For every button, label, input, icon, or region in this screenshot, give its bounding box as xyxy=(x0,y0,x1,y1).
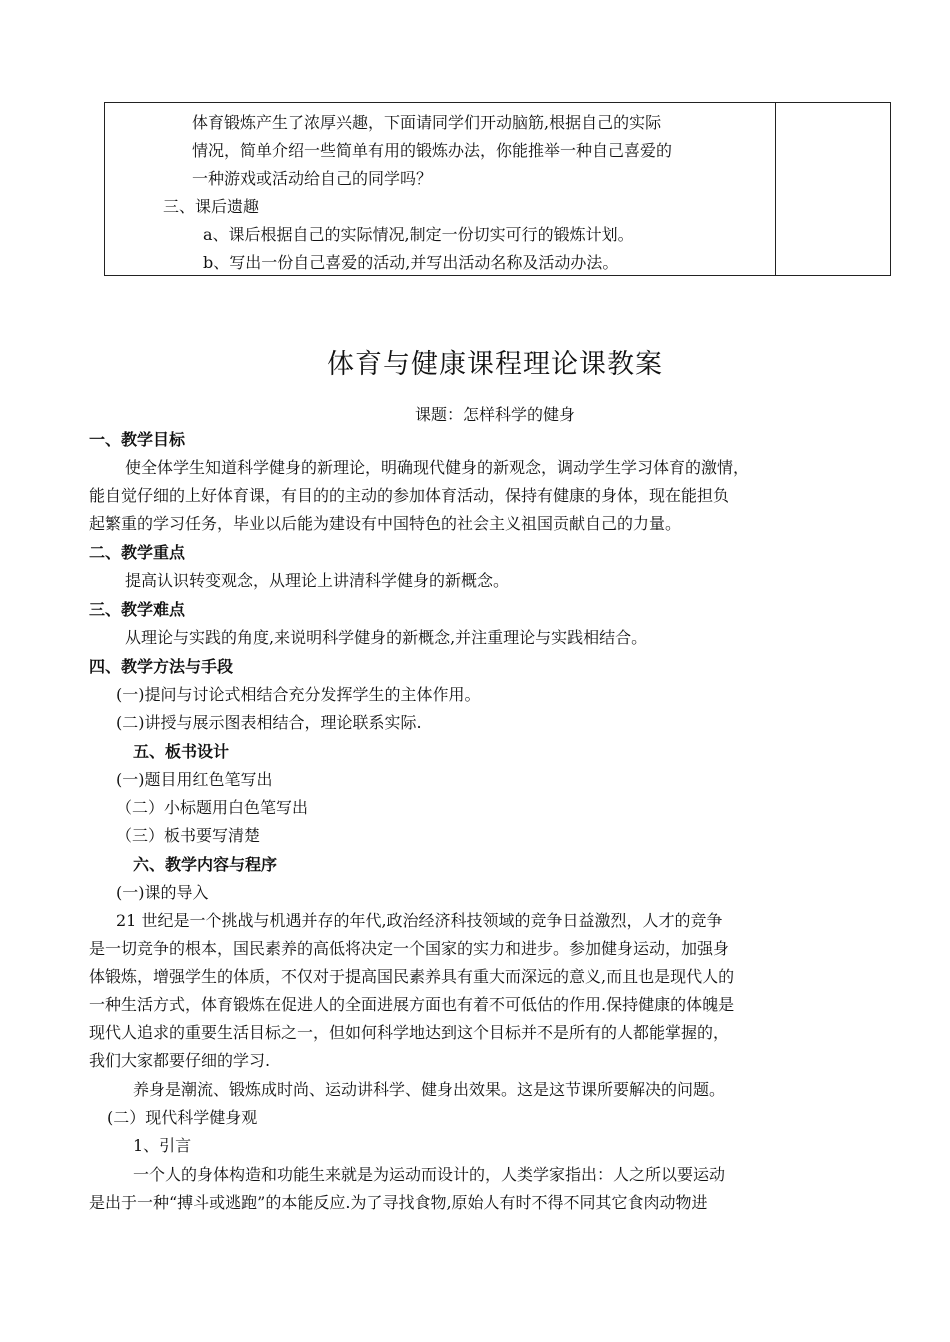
paragraph-line: 一个人的身体构造和功能生来就是为运动而设计的，人类学家指出：人之所以要运动 xyxy=(133,1165,726,1184)
list-item: （二）小标题用白色笔写出 xyxy=(116,798,309,817)
document-subtitle: 课题：怎样科学的健身 xyxy=(414,405,575,424)
list-item: （三）板书要写清楚 xyxy=(116,826,261,845)
section-heading: 五、板书设计 xyxy=(133,742,230,761)
section-heading: 三、教学难点 xyxy=(89,600,186,619)
paragraph-line: 提高认识转变观念，从理论上讲清科学健身的新概念。 xyxy=(125,571,510,590)
section-heading: 六、教学内容与程序 xyxy=(133,855,278,874)
list-item: (一)提问与讨论式相结合充分发挥学生的主体作用。 xyxy=(116,685,481,704)
section-heading: 四、教学方法与手段 xyxy=(89,657,234,676)
table-line: a、课后根据自己的实际情况,制定一份切实可行的锻炼计划。 xyxy=(203,225,634,244)
table-heading-after-class: 三、课后遗趣 xyxy=(163,197,260,216)
subsection-heading: (二）现代科学健身观 xyxy=(107,1108,258,1127)
section-heading: 二、教学重点 xyxy=(89,543,186,562)
paragraph-line: 一种生活方式，体育锻炼在促进人的全面进展方面也有着不可低估的作用.保持健康的体魄是 xyxy=(89,995,735,1014)
table-line: b、写出一份自己喜爱的活动,并写出活动名称及活动办法。 xyxy=(203,253,619,272)
paragraph-line: 能自觉仔细的上好体育课，有目的的主动的参加体育活动，保持有健康的身体，现在能担负 xyxy=(89,486,730,505)
paragraph-line: 起繁重的学习任务，毕业以后能为建设有中国特色的社会主义祖国贡献自己的力量。 xyxy=(89,514,682,533)
document-title: 体育与健康课程理论课教案 xyxy=(327,349,663,380)
subsection-heading: 1、引言 xyxy=(133,1136,192,1155)
continuation-table xyxy=(104,102,891,276)
paragraph-line: 是一切竞争的根本，国民素养的高低将决定一个国家的实力和进步。参加健身运动，加强身 xyxy=(89,939,730,958)
paragraph-line: 使全体学生知道科学健身的新理论，明确现代健身的新观念，调动学生学习体育的激情， xyxy=(125,458,750,477)
list-item: (一)题目用红色笔写出 xyxy=(116,770,273,789)
section-heading: 一、教学目标 xyxy=(89,430,186,449)
table-column-divider xyxy=(775,103,776,275)
paragraph-line: 21 世纪是一个挑战与机遇并存的年代,政治经济科技领域的竞争日益激烈，人才的竞争 xyxy=(116,911,723,930)
list-item: (二)讲授与展示图表相结合，理论联系实际. xyxy=(116,713,422,732)
paragraph-line: 是出于一种“搏斗或逃跑”的本能反应.为了寻找食物,原始人有时不得不同其它食肉动物进 xyxy=(89,1193,708,1212)
table-line: 一种游戏或活动给自己的同学吗？ xyxy=(192,169,433,188)
paragraph-line: 养身是潮流、锻炼成时尚、运动讲科学、健身出效果。这是这节课所要解决的问题。 xyxy=(133,1080,726,1099)
table-line: 情况，简单介绍一些简单有用的锻炼办法，你能推举一种自己喜爱的 xyxy=(192,141,673,160)
table-line: 体育锻炼产生了浓厚兴趣，下面请同学们开动脑筋,根据自己的实际 xyxy=(192,113,662,132)
subsection-heading: (一)课的导入 xyxy=(116,883,209,902)
paragraph-line: 从理论与实践的角度,来说明科学健身的新概念,并注重理论与实践相结合。 xyxy=(125,628,648,647)
paragraph-line: 体锻炼，增强学生的体质，不仅对于提高国民素养具有重大而深远的意义,而且也是现代人的 xyxy=(89,967,735,986)
paragraph-line: 我们大家都要仔细的学习. xyxy=(89,1051,271,1070)
paragraph-line: 现代人追求的重要生活目标之一，但如何科学地达到这个目标并不是所有的人都能掌握的， xyxy=(89,1023,730,1042)
